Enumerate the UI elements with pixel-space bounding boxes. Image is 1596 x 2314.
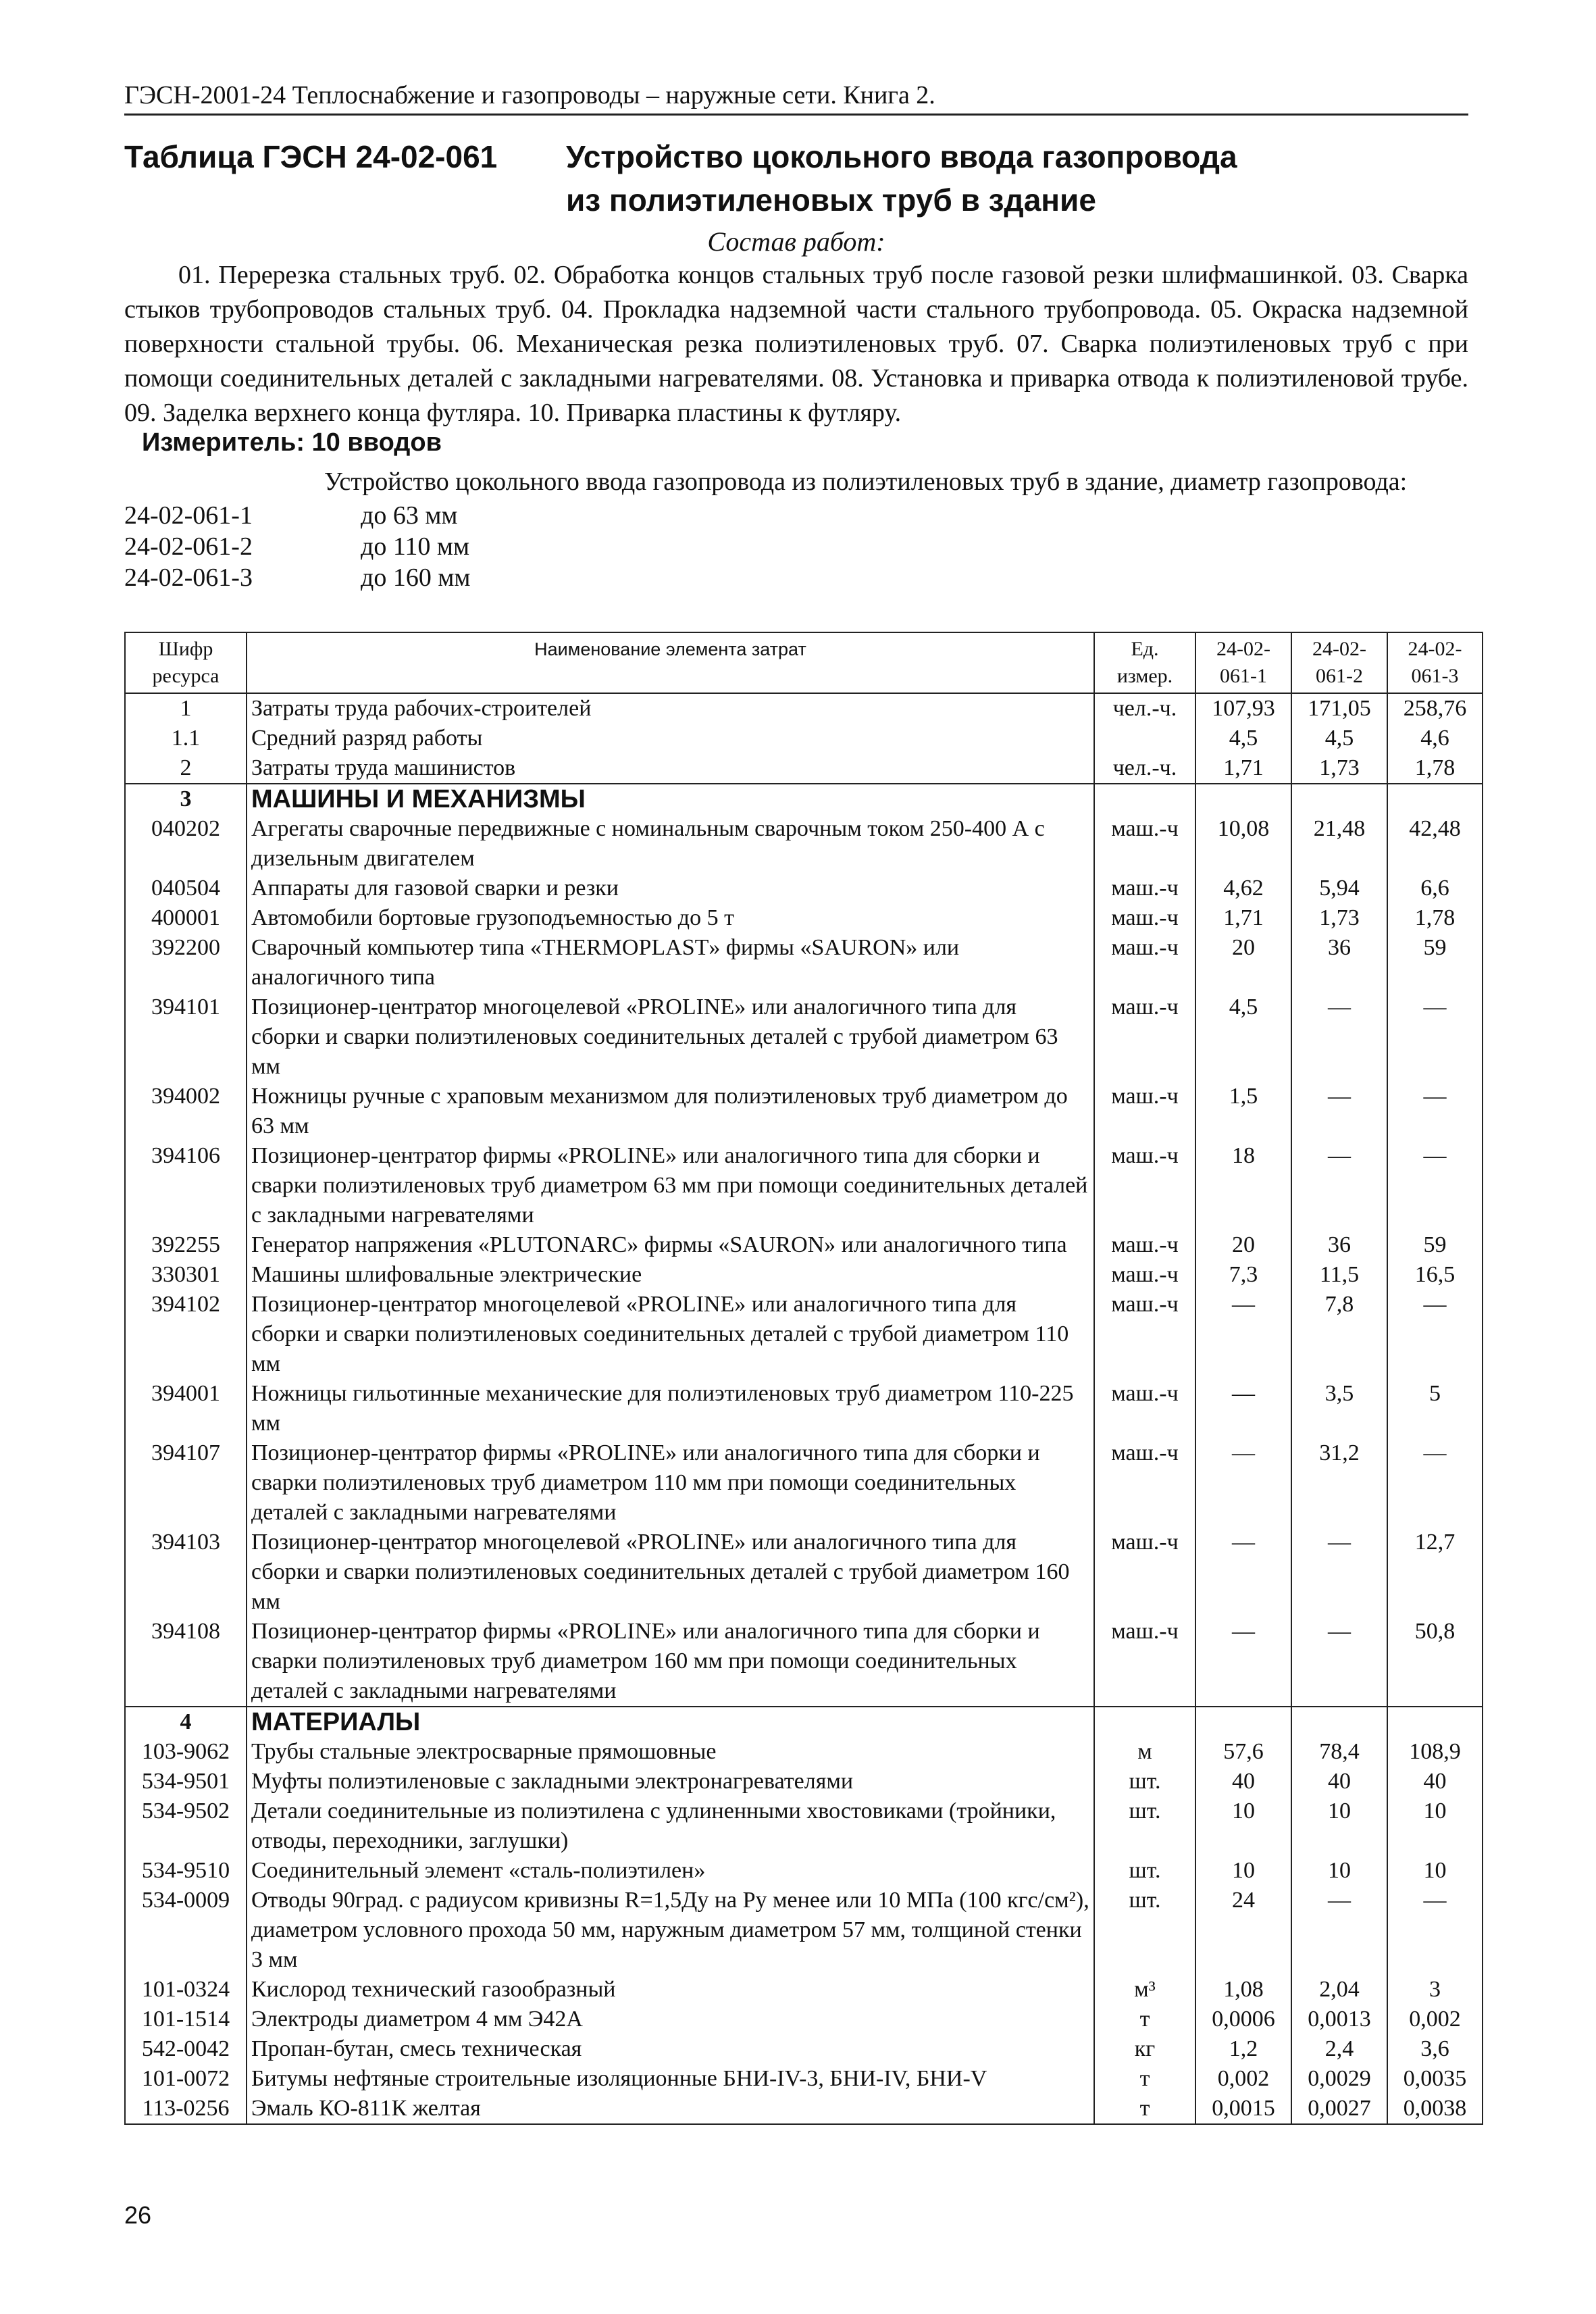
resource-name: Кислород технический газообразный — [247, 1975, 1094, 2005]
empty-cell — [1387, 784, 1483, 814]
table-section-row — [125, 1707, 1483, 1737]
resource-name: Позиционер-центратор фирмы «PROLINE» или аналогичного типа для сборки и сварки полиэтиленовых труб диаметром 63 мм при помощи соединительных деталей с закладными нагревателями — [247, 1141, 1094, 1230]
resource-code: 394103 — [125, 1528, 247, 1617]
value-variant-2: 5,94 — [1291, 874, 1387, 903]
table-row — [125, 1796, 1483, 1856]
resource-name: Позиционер-центратор фирмы «PROLINE» или аналогичного типа для сборки и сварки полиэтиленовых труб диаметром 160 мм при помощи соединительных деталей с закладными нагревателями — [247, 1617, 1094, 1707]
col-header-unit: Ед. измер. — [1094, 632, 1195, 693]
value-variant-3: 1,78 — [1387, 903, 1483, 933]
value-variant-2: — — [1291, 1141, 1387, 1230]
value-variant-3: 5 — [1387, 1379, 1483, 1438]
value-variant-3: — — [1387, 1141, 1483, 1230]
value-variant-3: 10 — [1387, 1856, 1483, 1886]
value-variant-1: 4,62 — [1195, 874, 1291, 903]
resource-code: 101-1514 — [125, 2005, 247, 2034]
resource-code: 330301 — [125, 1260, 247, 1290]
value-variant-3: 0,0038 — [1387, 2094, 1483, 2124]
resource-code: 113-0256 — [125, 2094, 247, 2124]
resource-code: 4 — [125, 1707, 247, 1737]
value-variant-1: 107,93 — [1195, 693, 1291, 724]
table-row — [125, 1082, 1483, 1141]
table-row — [125, 1528, 1483, 1617]
value-variant-2: 7,8 — [1291, 1290, 1387, 1379]
table-row — [125, 1290, 1483, 1379]
resource-name: Позиционер-центратор многоцелевой «PROLINE» или аналогичного типа для сборки и сварки полиэтиленовых соединительных деталей с трубой диаметром 63 мм — [247, 992, 1094, 1082]
resource-name: Трубы стальные электросварные прямошовные — [247, 1737, 1094, 1767]
table-row — [125, 1737, 1483, 1767]
value-variant-1: 10 — [1195, 1856, 1291, 1886]
unit-of-measure: шт. — [1094, 1886, 1195, 1975]
table-row — [125, 1767, 1483, 1796]
value-variant-3: 42,48 — [1387, 814, 1483, 874]
table-row — [125, 874, 1483, 903]
resource-code: 3 — [125, 784, 247, 814]
variants-heading: Устройство цокольного ввода газопровода из полиэтиленовых труб в здание, диаметр газопровода: — [324, 468, 1408, 496]
value-variant-2: — — [1291, 992, 1387, 1082]
variant-row — [124, 562, 470, 593]
value-variant-2: — — [1291, 1617, 1387, 1707]
resource-name: Отводы 90град. с радиусом кривизны R=1,5Ду на Ру менее или 10 МПа (100 кгс/см²), диаметром условного прохода 50 мм, наружным диаметром 57 мм, толщиной стенки 3 мм — [247, 1886, 1094, 1975]
works-description: 01. Перерезка стальных труб. 02. Обработка концов стальных труб после газовой резки шлифмашинкой. 03. Сварка стыков трубопроводов стальных труб. 04. Прокладка надземной части стального трубопровода. 05. Окраска надземной поверхности стальной трубы. 06. Механическая резка полиэтиленовых труб. 07. Сварка полиэтиленовых труб с при помощи соединительных деталей с закладными нагревателями. 08. Установка и приварка отвода к полиэтиленовой трубе. 09. Заделка верхнего конца футляра. 10. Приварка пластины к футляру. — [124, 261, 1468, 427]
value-variant-2: 2,04 — [1291, 1975, 1387, 2005]
table-row — [125, 1617, 1483, 1707]
empty-cell — [1291, 784, 1387, 814]
value-variant-3: 59 — [1387, 1230, 1483, 1260]
unit-of-measure: шт. — [1094, 1796, 1195, 1856]
value-variant-2: 10 — [1291, 1856, 1387, 1886]
works-heading: Состав работ: — [707, 226, 885, 257]
resource-code: 101-0072 — [125, 2064, 247, 2094]
resource-code: 103-9062 — [125, 1737, 247, 1767]
value-variant-1: 0,0015 — [1195, 2094, 1291, 2124]
resource-code: 394002 — [125, 1082, 247, 1141]
unit-of-measure: маш.-ч — [1094, 992, 1195, 1082]
value-variant-3: 59 — [1387, 933, 1483, 992]
resource-code: 040202 — [125, 814, 247, 874]
empty-cell — [1094, 784, 1195, 814]
resource-name: Генератор напряжения «PLUTONARC» фирмы «SAURON» или аналогичного типа — [247, 1230, 1094, 1260]
value-variant-1: 20 — [1195, 1230, 1291, 1260]
value-variant-2: 1,73 — [1291, 903, 1387, 933]
value-variant-1: 1,71 — [1195, 753, 1291, 784]
table-header-row — [125, 632, 1483, 693]
resource-name: Автомобили бортовые грузоподъемностью до 5 т — [247, 903, 1094, 933]
table-row — [125, 1141, 1483, 1230]
unit-of-measure: маш.-ч — [1094, 1438, 1195, 1528]
value-variant-3: 0,002 — [1387, 2005, 1483, 2034]
resource-code: 542-0042 — [125, 2034, 247, 2064]
empty-cell — [1195, 1707, 1291, 1737]
value-variant-1: — — [1195, 1290, 1291, 1379]
value-variant-2: — — [1291, 1886, 1387, 1975]
value-variant-1: 57,6 — [1195, 1737, 1291, 1767]
value-variant-2: 31,2 — [1291, 1438, 1387, 1528]
variant-label: до 160 мм — [361, 563, 471, 592]
value-variant-2: 0,0027 — [1291, 2094, 1387, 2124]
unit-of-measure: маш.-ч — [1094, 1528, 1195, 1617]
table-row — [125, 992, 1483, 1082]
value-variant-1: 10 — [1195, 1796, 1291, 1856]
resource-code: 394102 — [125, 1290, 247, 1379]
resource-code: 1 — [125, 693, 247, 724]
measure-unit: Измеритель: 10 вводов — [142, 428, 442, 457]
resource-code: 394107 — [125, 1438, 247, 1528]
table-row — [125, 724, 1483, 753]
value-variant-2: 2,4 — [1291, 2034, 1387, 2064]
value-variant-2: 3,5 — [1291, 1379, 1387, 1438]
value-variant-1: 1,2 — [1195, 2034, 1291, 2064]
resource-name: Затраты труда машинистов — [247, 753, 1094, 784]
resource-name: Электроды диаметром 4 мм Э42А — [247, 2005, 1094, 2034]
resource-code: 534-9510 — [125, 1856, 247, 1886]
resource-name: Ножницы ручные с храповым механизмом для полиэтиленовых труб диаметром до 63 мм — [247, 1082, 1094, 1141]
value-variant-3: — — [1387, 1290, 1483, 1379]
value-variant-1: — — [1195, 1438, 1291, 1528]
resource-code: 394108 — [125, 1617, 247, 1707]
value-variant-1: — — [1195, 1528, 1291, 1617]
variant-row — [124, 500, 457, 531]
table-title-line2: из полиэтиленовых труб в здание — [566, 182, 1096, 218]
resource-code: 1.1 — [125, 724, 247, 753]
unit-of-measure: маш.-ч — [1094, 1379, 1195, 1438]
col-header-variant-1: 24-02- 061-1 — [1195, 632, 1291, 693]
variant-code: 24-02-061-2 — [124, 532, 253, 561]
resource-code: 2 — [125, 753, 247, 784]
value-variant-2: 36 — [1291, 933, 1387, 992]
resource-code: 040504 — [125, 874, 247, 903]
empty-cell — [1094, 1707, 1195, 1737]
section-title: МАТЕРИАЛЫ — [247, 1707, 1094, 1737]
resource-name: Ножницы гильотинные механические для полиэтиленовых труб диаметром 110-225 мм — [247, 1379, 1094, 1438]
resource-name: Соединительный элемент «сталь-полиэтилен» — [247, 1856, 1094, 1886]
resource-name: Пропан-бутан, смесь техническая — [247, 2034, 1094, 2064]
value-variant-2: 0,0013 — [1291, 2005, 1387, 2034]
value-variant-1: 0,0006 — [1195, 2005, 1291, 2034]
value-variant-2: 21,48 — [1291, 814, 1387, 874]
col-header-code: Шифр ресурса — [125, 632, 247, 693]
resource-code: 400001 — [125, 903, 247, 933]
value-variant-2: 1,73 — [1291, 753, 1387, 784]
resource-code: 392255 — [125, 1230, 247, 1260]
resource-name: Позиционер-центратор многоцелевой «PROLINE» или аналогичного типа для сборки и сварки полиэтиленовых соединительных деталей с трубой диаметром 160 мм — [247, 1528, 1094, 1617]
resource-name: Битумы нефтяные строительные изоляционные БНИ-IV-3, БНИ-IV, БНИ-V — [247, 2064, 1094, 2094]
variant-code: 24-02-061-1 — [124, 501, 253, 530]
value-variant-1: 1,71 — [1195, 903, 1291, 933]
variant-label: до 63 мм — [361, 501, 458, 530]
table-section-row — [125, 784, 1483, 814]
value-variant-3: 16,5 — [1387, 1260, 1483, 1290]
table-id: Таблица ГЭСН 24-02-061 — [124, 139, 498, 174]
value-variant-3: 108,9 — [1387, 1737, 1483, 1767]
value-variant-3: 6,6 — [1387, 874, 1483, 903]
value-variant-3: 258,76 — [1387, 693, 1483, 724]
table-row — [125, 933, 1483, 992]
unit-of-measure: маш.-ч — [1094, 1141, 1195, 1230]
variant-label: до 110 мм — [361, 532, 470, 561]
value-variant-1: 40 — [1195, 1767, 1291, 1796]
resource-code: 392200 — [125, 933, 247, 992]
table-row — [125, 2094, 1483, 2124]
table-row — [125, 1886, 1483, 1975]
table-row — [125, 2064, 1483, 2094]
table-row — [125, 1379, 1483, 1438]
value-variant-2: 10 — [1291, 1796, 1387, 1856]
col-header-variant-3: 24-02- 061-3 — [1387, 632, 1483, 693]
value-variant-3: — — [1387, 1082, 1483, 1141]
table-row — [125, 753, 1483, 784]
unit-of-measure: т — [1094, 2094, 1195, 2124]
running-header: ГЭСН-2001-24 Теплоснабжение и газопроводы – наружные сети. Книга 2. — [124, 80, 1468, 116]
resource-code: 101-0324 — [125, 1975, 247, 2005]
unit-of-measure: шт. — [1094, 1767, 1195, 1796]
unit-of-measure: м³ — [1094, 1975, 1195, 2005]
value-variant-1: 10,08 — [1195, 814, 1291, 874]
resource-name: Сварочный компьютер типа «THERMOPLAST» фирмы «SAURON» или аналогичного типа — [247, 933, 1094, 992]
value-variant-1: 0,002 — [1195, 2064, 1291, 2094]
table-row — [125, 903, 1483, 933]
value-variant-3: 40 — [1387, 1767, 1483, 1796]
value-variant-2: 36 — [1291, 1230, 1387, 1260]
value-variant-2: — — [1291, 1082, 1387, 1141]
unit-of-measure: чел.-ч. — [1094, 693, 1195, 724]
empty-cell — [1195, 784, 1291, 814]
resource-name: Машины шлифовальные электрические — [247, 1260, 1094, 1290]
value-variant-3: — — [1387, 992, 1483, 1082]
unit-of-measure: маш.-ч — [1094, 933, 1195, 992]
resource-code: 394101 — [125, 992, 247, 1082]
value-variant-3: 0,0035 — [1387, 2064, 1483, 2094]
resource-name: Аппараты для газовой сварки и резки — [247, 874, 1094, 903]
value-variant-3: 1,78 — [1387, 753, 1483, 784]
variant-row — [124, 531, 469, 562]
resource-name: Детали соединительные из полиэтилена с удлиненными хвостовиками (тройники, отводы, переходники, заглушки) — [247, 1796, 1094, 1856]
value-variant-1: 18 — [1195, 1141, 1291, 1230]
value-variant-2: — — [1291, 1528, 1387, 1617]
section-title: МАШИНЫ И МЕХАНИЗМЫ — [247, 784, 1094, 814]
table-row — [125, 1260, 1483, 1290]
value-variant-3: — — [1387, 1886, 1483, 1975]
unit-of-measure: маш.-ч — [1094, 814, 1195, 874]
unit-of-measure — [1094, 724, 1195, 753]
value-variant-3: 10 — [1387, 1796, 1483, 1856]
unit-of-measure: шт. — [1094, 1856, 1195, 1886]
unit-of-measure: маш.-ч — [1094, 1260, 1195, 1290]
value-variant-2: 11,5 — [1291, 1260, 1387, 1290]
unit-of-measure: чел.-ч. — [1094, 753, 1195, 784]
unit-of-measure: маш.-ч — [1094, 1617, 1195, 1707]
resource-name: Муфты полиэтиленовые с закладными электронагревателями — [247, 1767, 1094, 1796]
value-variant-3: 3 — [1387, 1975, 1483, 2005]
table-row — [125, 693, 1483, 724]
value-variant-3: 50,8 — [1387, 1617, 1483, 1707]
table-title — [566, 135, 1237, 222]
value-variant-3: 4,6 — [1387, 724, 1483, 753]
table-row — [125, 1230, 1483, 1260]
table-row — [125, 1856, 1483, 1886]
resource-table — [124, 632, 1483, 2125]
value-variant-1: 1,5 — [1195, 1082, 1291, 1141]
unit-of-measure: м — [1094, 1737, 1195, 1767]
value-variant-3: — — [1387, 1438, 1483, 1528]
value-variant-1: 4,5 — [1195, 724, 1291, 753]
resource-name: Средний разряд работы — [247, 724, 1094, 753]
empty-cell — [1387, 1707, 1483, 1737]
resource-code: 534-9501 — [125, 1767, 247, 1796]
unit-of-measure: т — [1094, 2005, 1195, 2034]
table-row — [125, 2005, 1483, 2034]
resource-name: Затраты труда рабочих-строителей — [247, 693, 1094, 724]
resource-name: Позиционер-центратор фирмы «PROLINE» или аналогичного типа для сборки и сварки полиэтиленовых труб диаметром 110 мм при помощи соединительных деталей с закладными нагревателями — [247, 1438, 1094, 1528]
resource-code: 394106 — [125, 1141, 247, 1230]
value-variant-1: — — [1195, 1617, 1291, 1707]
value-variant-1: 4,5 — [1195, 992, 1291, 1082]
value-variant-1: — — [1195, 1379, 1291, 1438]
resource-name: Позиционер-центратор многоцелевой «PROLINE» или аналогичного типа для сборки и сварки полиэтиленовых соединительных деталей с трубой диаметром 110 мм — [247, 1290, 1094, 1379]
value-variant-1: 1,08 — [1195, 1975, 1291, 2005]
unit-of-measure: т — [1094, 2064, 1195, 2094]
resource-code: 534-9502 — [125, 1796, 247, 1856]
value-variant-2: 78,4 — [1291, 1737, 1387, 1767]
table-row — [125, 814, 1483, 874]
unit-of-measure: кг — [1094, 2034, 1195, 2064]
value-variant-2: 40 — [1291, 1767, 1387, 1796]
col-header-variant-2: 24-02- 061-2 — [1291, 632, 1387, 693]
value-variant-2: 171,05 — [1291, 693, 1387, 724]
unit-of-measure: маш.-ч — [1094, 1082, 1195, 1141]
unit-of-measure: маш.-ч — [1094, 1290, 1195, 1379]
resource-name: Эмаль КО-811К желтая — [247, 2094, 1094, 2124]
unit-of-measure: маш.-ч — [1094, 1230, 1195, 1260]
empty-cell — [1291, 1707, 1387, 1737]
table-row — [125, 1438, 1483, 1528]
value-variant-2: 0,0029 — [1291, 2064, 1387, 2094]
table-row — [125, 1975, 1483, 2005]
resource-name: Агрегаты сварочные передвижные с номинальным сварочным током 250-400 А с дизельным двигателем — [247, 814, 1094, 874]
value-variant-3: 12,7 — [1387, 1528, 1483, 1617]
resource-code: 534-0009 — [125, 1886, 247, 1975]
unit-of-measure: маш.-ч — [1094, 874, 1195, 903]
page-number: 26 — [124, 2201, 152, 2229]
value-variant-1: 7,3 — [1195, 1260, 1291, 1290]
table-row — [125, 2034, 1483, 2064]
value-variant-3: 3,6 — [1387, 2034, 1483, 2064]
value-variant-1: 20 — [1195, 933, 1291, 992]
variant-code: 24-02-061-3 — [124, 563, 253, 592]
unit-of-measure: маш.-ч — [1094, 903, 1195, 933]
table-title-line1: Устройство цокольного ввода газопровода — [566, 139, 1237, 174]
col-header-name: Наименование элемента затрат — [247, 632, 1094, 693]
value-variant-2: 4,5 — [1291, 724, 1387, 753]
resource-code: 394001 — [125, 1379, 247, 1438]
value-variant-1: 24 — [1195, 1886, 1291, 1975]
